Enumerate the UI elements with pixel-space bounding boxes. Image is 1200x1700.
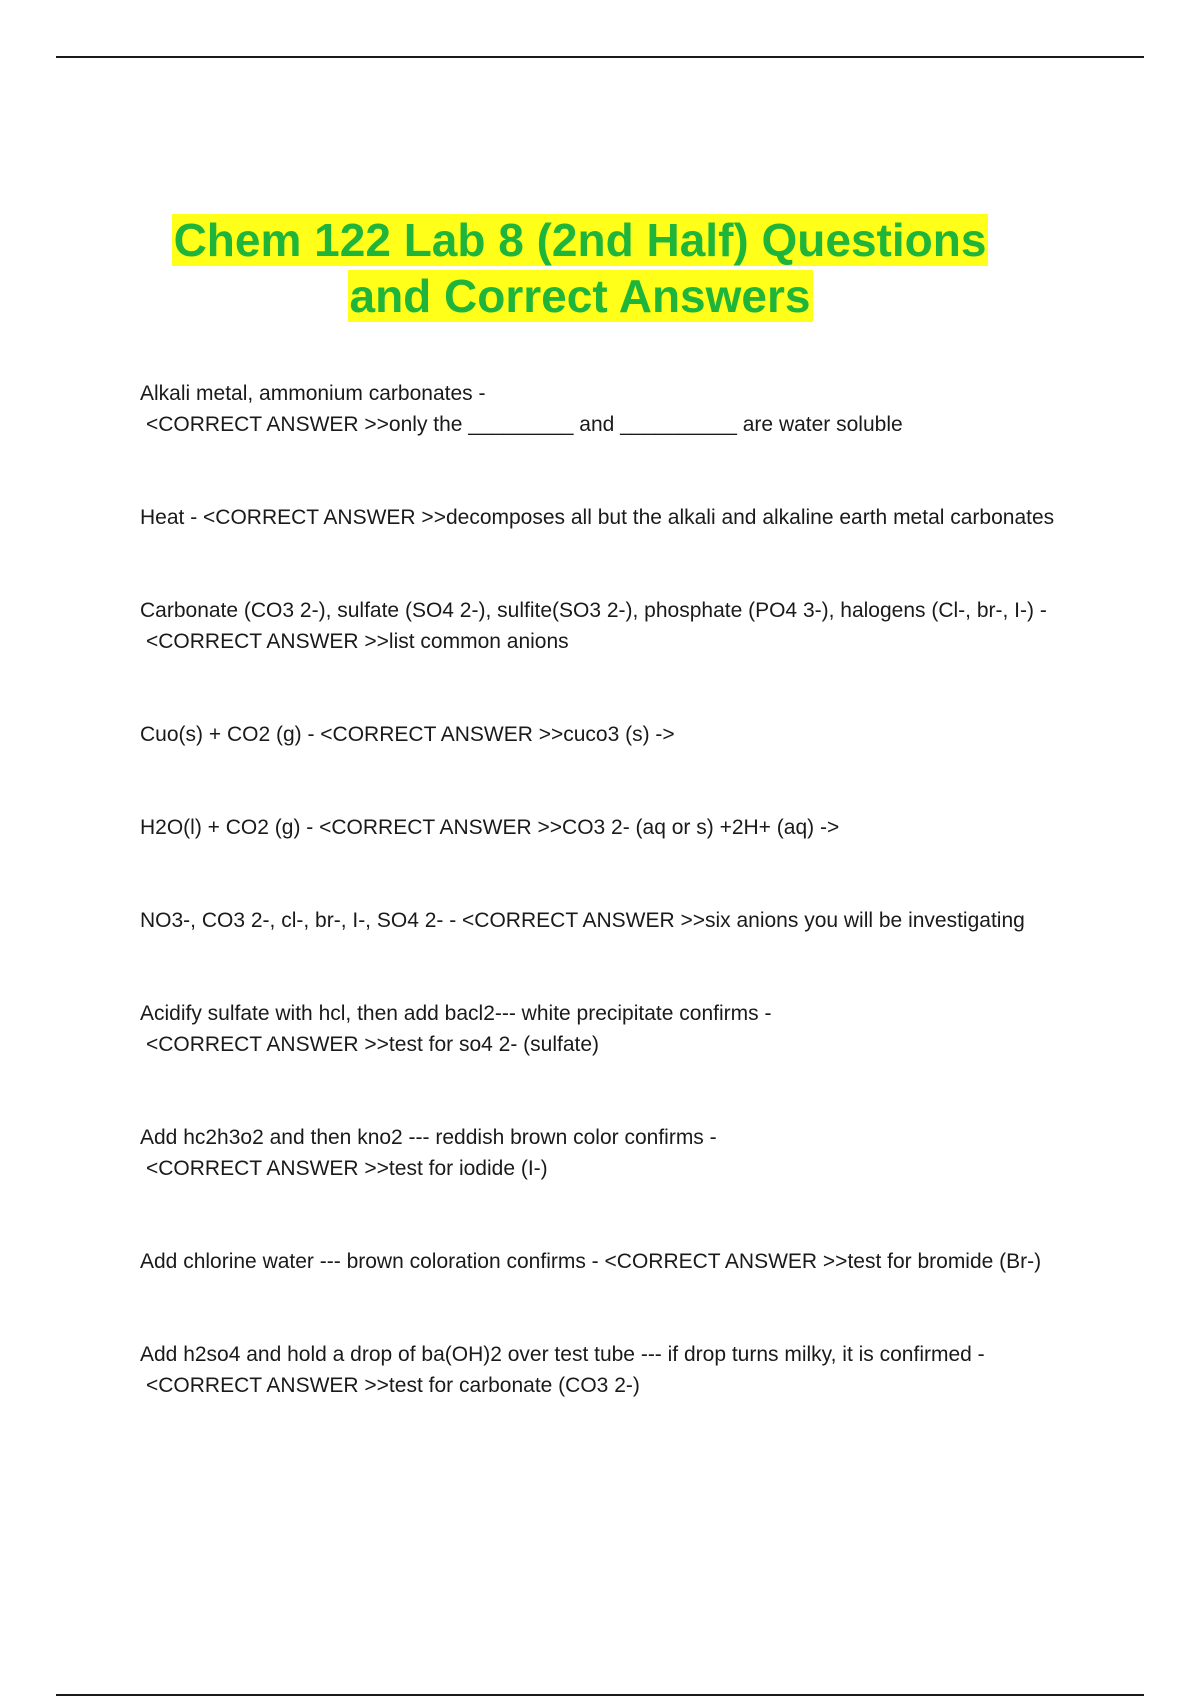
answer-text: <CORRECT ANSWER >>cuco3 (s) -> [320,723,675,746]
header-rule [56,56,1144,58]
qa-item-6 [140,905,1080,936]
question-text: Carbonate (CO3 2-), sulfate (SO4 2-), sulfite(SO3 2-), phosphate (PO4 3-), halogens (Cl-, br-, I-) - [140,599,1047,622]
question-text: Add chlorine water --- brown coloration confirms - [140,1250,605,1273]
question-text: H2O(l) + CO2 (g) - [140,816,320,839]
document-title [0,212,1160,324]
answer-text: <CORRECT ANSWER >>test for so4 2- (sulfate) [146,1033,600,1056]
question-text: Acidify sulfate with hcl, then add bacl2--- white precipitate confirms - [140,1002,772,1025]
answer-text: <CORRECT ANSWER >>only the _________ and __________ are water soluble [146,413,903,436]
title-line-2: and Correct Answers [349,270,811,322]
answer-text: <CORRECT ANSWER >>decomposes all but the alkali and alkaline earth metal carbonates [203,506,1055,529]
answer-text: <CORRECT ANSWER >>test for iodide (I-) [146,1157,548,1180]
question-text: Add hc2h3o2 and then kno2 --- reddish brown color confirms - [140,1126,717,1149]
question-text: Alkali metal, ammonium carbonates - [140,382,486,405]
qa-item-5 [140,812,1080,843]
qa-item-9 [140,1246,1080,1277]
question-text: Add h2so4 and hold a drop of ba(OH)2 over test tube --- if drop turns milky, it is confirmed - [140,1343,985,1366]
answer-text: <CORRECT ANSWER >>six anions you will be investigating [462,909,1025,932]
answer-text: <CORRECT ANSWER >>CO3 2- (aq or s) +2H+ (aq) -> [319,816,840,839]
answer-text: <CORRECT ANSWER >>test for carbonate (CO3 2-) [146,1374,640,1397]
footer-rule [56,1694,1144,1696]
qa-item-8 [140,1122,1080,1184]
qa-list [140,378,1080,1463]
qa-item-10 [140,1339,1080,1401]
question-text: Heat - [140,506,204,529]
qa-item-4 [140,719,1080,750]
question-text: NO3-, CO3 2-, cl-, br-, I-, SO4 2- - [140,909,463,932]
qa-item-7 [140,998,1080,1060]
answer-text: <CORRECT ANSWER >>test for bromide (Br-) [604,1250,1042,1273]
qa-item-1 [140,378,1080,440]
answer-text: <CORRECT ANSWER >>list common anions [146,630,569,653]
question-text: Cuo(s) + CO2 (g) - [140,723,321,746]
qa-item-3 [140,595,1080,657]
title-line-1: Chem 122 Lab 8 (2nd Half) Questions [173,214,987,266]
qa-item-2 [140,502,1080,533]
